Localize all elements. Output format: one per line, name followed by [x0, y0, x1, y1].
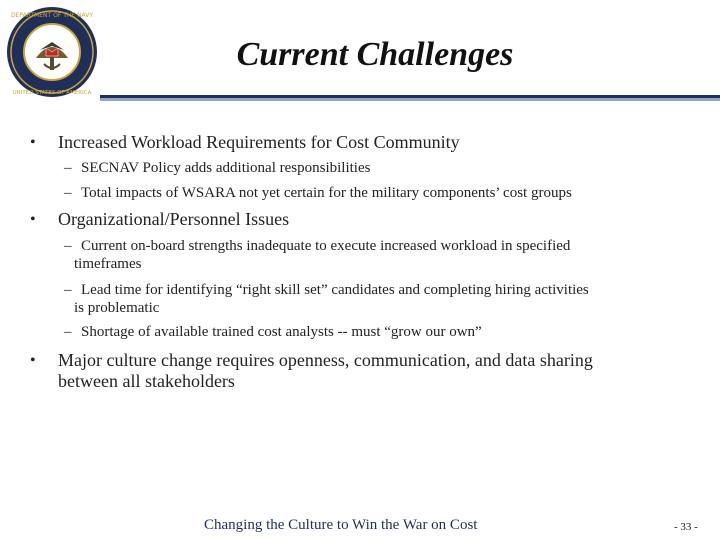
seal-text-top: DEPARTMENT OF THE NAVY [10, 12, 94, 19]
sub-bullet-text: Total impacts of WSARA not yet certain for the military components’ cost groups [81, 185, 572, 201]
bullet-text: Major culture change requires openness, communication, and data sharing [58, 350, 593, 370]
sub-bullet-dash: – [64, 282, 72, 298]
slide-title: Current Challenges [236, 36, 514, 73]
sub-bullet-text: Current on-board strengths inadequate to execute increased workload in specified [81, 238, 571, 254]
sub-bullet-text: Shortage of available trained cost analysts -- must “grow our own” [81, 324, 482, 340]
bullet-text: Organizational/Personnel Issues [58, 209, 290, 229]
sub-bullet-dash: – [64, 324, 72, 340]
seal-text-bottom: UNITED STATES OF AMERICA [12, 90, 92, 96]
bullet-dot: • [30, 352, 36, 369]
bullet-text-cont: between all stakeholders [58, 371, 235, 391]
navy-seal-logo [6, 6, 98, 98]
page-number: - 33 - [674, 521, 698, 533]
bullet-text: Increased Workload Requirements for Cost Community [58, 132, 460, 152]
bullet-dot: • [30, 211, 36, 228]
sub-bullet-dash: – [64, 185, 72, 201]
bullet-dot: • [30, 134, 36, 151]
sub-bullet-dash: – [64, 238, 72, 254]
sub-bullet-dash: – [64, 160, 72, 176]
sub-bullet-text-cont: is problematic [74, 300, 160, 316]
sub-bullet-text-cont: timeframes [74, 256, 142, 272]
title-underline-light [100, 98, 720, 101]
sub-bullet-text: SECNAV Policy adds additional responsibilities [81, 160, 371, 176]
sub-bullet-text: Lead time for identifying “right skill set” candidates and completing hiring activities [81, 282, 589, 298]
footer-tagline: Changing the Culture to Win the War on Cost [204, 517, 478, 533]
